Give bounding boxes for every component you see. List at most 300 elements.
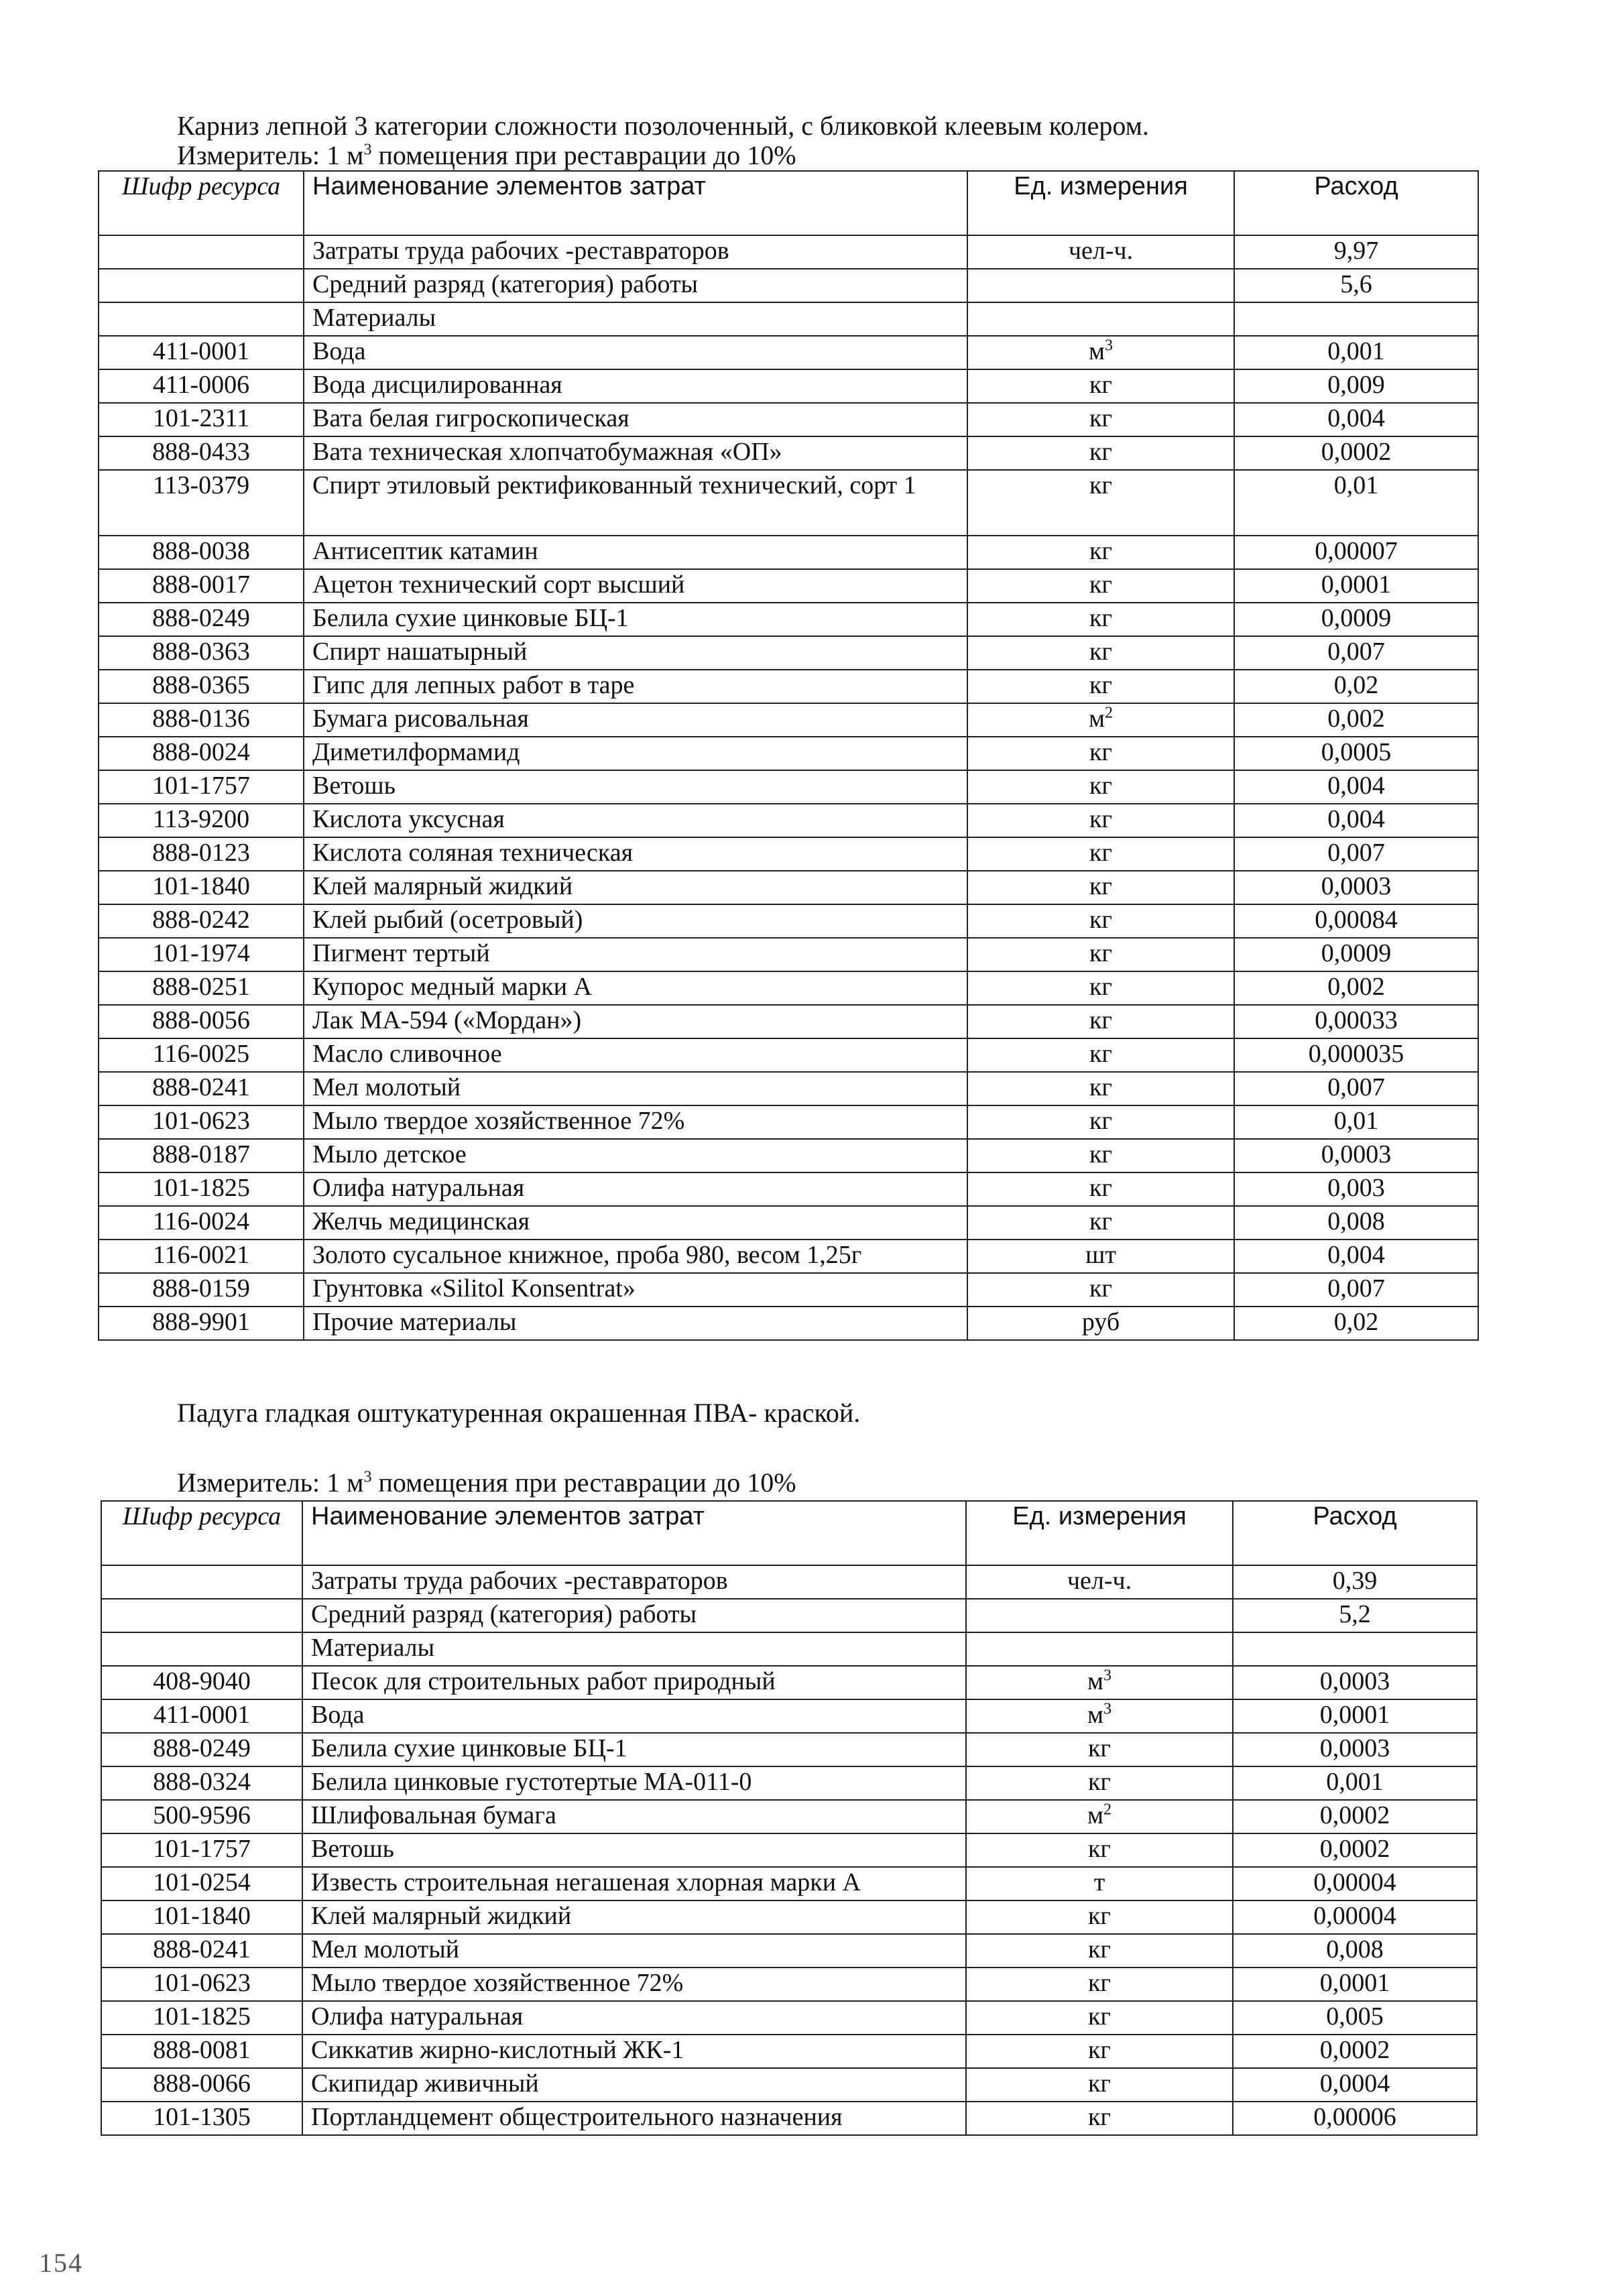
header-name: Наименование элементов затрат xyxy=(302,1501,966,1565)
header-qty: Расход xyxy=(1234,171,1478,235)
code-cell-text: 116-0025 xyxy=(152,1040,250,1068)
name-cell xyxy=(304,302,967,336)
code-cell xyxy=(99,470,304,536)
qty-cell-text: 0,0003 xyxy=(1321,1140,1392,1168)
header-code: Шифр ресурса xyxy=(99,171,304,235)
qty-cell xyxy=(1234,1206,1478,1240)
unit-cell-text: кг xyxy=(1089,772,1113,800)
unit-cell-text: кг xyxy=(1089,973,1113,1001)
qty-cell-text: 0,0003 xyxy=(1321,872,1392,900)
qty-cell xyxy=(1234,737,1478,770)
unit-cell xyxy=(967,269,1234,302)
code-cell-text: 888-0363 xyxy=(152,638,250,666)
name-cell xyxy=(304,871,967,904)
section1-measure-prefix: Измеритель: 1 м xyxy=(177,140,364,170)
unit-cell-text: чел-ч. xyxy=(1068,237,1134,265)
unit-exponent: 3 xyxy=(1103,1667,1112,1685)
name-cell-text: Скипидар живичный xyxy=(311,2069,539,2098)
code-cell xyxy=(101,1766,302,1800)
unit-cell xyxy=(967,536,1234,569)
unit-cell-text: кг xyxy=(1089,371,1113,399)
code-cell-text: 116-0024 xyxy=(152,1207,250,1235)
name-cell xyxy=(304,436,967,470)
code-cell xyxy=(101,1934,302,1968)
table-row xyxy=(99,804,1478,837)
table-row xyxy=(99,1038,1478,1072)
section2-measure-prefix: Измеритель: 1 м xyxy=(177,1467,364,1498)
unit-cell-text: кг xyxy=(1089,906,1113,934)
unit-exponent: 3 xyxy=(1105,337,1114,355)
section2-measure-sup: 3 xyxy=(363,1468,372,1486)
name-cell-text: Грунтовка «Silitol Konsentrat» xyxy=(312,1274,636,1303)
unit-cell-text: кг xyxy=(1089,939,1113,967)
name-cell-text: Портландцемент общестроительного назначения xyxy=(311,2103,843,2131)
code-cell-text: 101-2311 xyxy=(152,404,250,432)
unit-cell xyxy=(967,336,1234,369)
name-cell-text: Спирт этиловый ректификованный технический, сорт 1 xyxy=(312,471,916,499)
name-cell xyxy=(304,603,967,636)
code-cell xyxy=(99,1072,304,1105)
unit-cell xyxy=(966,1766,1233,1800)
qty-cell xyxy=(1233,1968,1477,2001)
unit-cell xyxy=(967,1307,1234,1340)
unit-cell-text: кг xyxy=(1089,471,1113,499)
name-cell-text: Вода дисцилированная xyxy=(312,371,562,399)
section1-table xyxy=(98,170,1479,1341)
code-cell xyxy=(101,1968,302,2001)
qty-cell xyxy=(1233,2068,1477,2102)
qty-cell xyxy=(1233,1867,1477,1900)
unit-cell xyxy=(967,904,1234,938)
code-cell-text: 113-0379 xyxy=(152,471,250,499)
qty-cell xyxy=(1233,1599,1477,1632)
unit-cell-text: кг xyxy=(1089,404,1113,432)
name-cell-text: Кислота уксусная xyxy=(312,805,505,833)
code-cell xyxy=(101,1599,302,1632)
name-cell xyxy=(304,1206,967,1240)
code-cell-text: 888-0365 xyxy=(152,671,250,699)
name-cell xyxy=(302,1968,966,2001)
unit-cell-text: кг xyxy=(1089,638,1113,666)
name-cell xyxy=(304,1240,967,1273)
qty-cell-text: 0,008 xyxy=(1327,1207,1385,1235)
code-cell-text: 888-0038 xyxy=(152,537,250,565)
unit-cell-text: чел-ч. xyxy=(1067,1567,1132,1595)
qty-cell-text: 0,002 xyxy=(1327,973,1385,1001)
unit-cell-text: кг xyxy=(1089,1174,1113,1202)
qty-cell-text: 0,0001 xyxy=(1319,1969,1390,1997)
qty-cell xyxy=(1234,837,1478,871)
qty-cell-text: 0,0003 xyxy=(1319,1734,1390,1762)
name-cell xyxy=(304,269,967,302)
name-cell xyxy=(304,1172,967,1206)
table-row xyxy=(99,470,1478,536)
code-cell-text: 101-0623 xyxy=(153,1969,251,1997)
name-cell-text: Клей рыбий (осетровый) xyxy=(312,906,583,934)
table-row xyxy=(101,1867,1477,1900)
unit-cell xyxy=(967,703,1234,737)
section2-title: Падуга гладкая оштукатуренная окрашенная ПВА- краской. xyxy=(177,1398,861,1428)
name-cell xyxy=(302,2102,966,2135)
qty-cell-text: 0,00007 xyxy=(1315,537,1398,565)
name-cell-text: Олифа натуральная xyxy=(312,1174,525,1202)
unit-cell-text: кг xyxy=(1087,2103,1111,2131)
name-cell-text: Кислота соляная техническая xyxy=(312,839,634,867)
name-cell-text: Диметилформамид xyxy=(312,738,520,766)
name-cell xyxy=(302,1666,966,1699)
code-cell xyxy=(99,336,304,369)
qty-cell-text: 0,0002 xyxy=(1319,2036,1390,2064)
qty-cell-text: 0,0001 xyxy=(1321,570,1392,599)
header-name: Наименование элементов затрат xyxy=(304,171,967,235)
qty-cell xyxy=(1233,1766,1477,1800)
table-row xyxy=(99,904,1478,938)
code-cell xyxy=(99,837,304,871)
table-row xyxy=(99,636,1478,670)
section2-table-body xyxy=(101,1565,1477,2135)
qty-cell-text: 0,002 xyxy=(1327,705,1385,733)
unit-cell-text: кг xyxy=(1087,2069,1111,2098)
code-cell xyxy=(99,1005,304,1038)
unit-cell xyxy=(967,770,1234,804)
unit-cell xyxy=(967,1005,1234,1038)
unit-cell-text: кг xyxy=(1089,1006,1113,1034)
qty-cell-text: 0,0002 xyxy=(1319,1835,1390,1863)
unit-cell xyxy=(966,1699,1233,1733)
unit-cell-text: кг xyxy=(1089,1140,1113,1168)
unit-cell-text: кг xyxy=(1087,1969,1111,1997)
qty-cell xyxy=(1233,1666,1477,1699)
code-cell xyxy=(99,569,304,603)
table-row xyxy=(99,235,1478,269)
qty-cell-text: 0,00004 xyxy=(1313,1868,1396,1896)
qty-cell xyxy=(1234,302,1478,336)
table-row xyxy=(101,1968,1477,2001)
name-cell xyxy=(304,1139,967,1172)
table-row xyxy=(99,938,1478,971)
unit-cell-text: кг xyxy=(1089,1073,1113,1101)
table-row xyxy=(99,269,1478,302)
name-cell xyxy=(304,1005,967,1038)
unit-cell-text: кг xyxy=(1087,2002,1111,2031)
name-cell-text: Клей малярный жидкий xyxy=(312,872,573,900)
unit-cell xyxy=(967,235,1234,269)
qty-cell xyxy=(1234,971,1478,1005)
unit-cell xyxy=(967,670,1234,703)
code-cell-text: 888-0024 xyxy=(152,738,250,766)
table-row xyxy=(99,569,1478,603)
name-cell-text: Песок для строительных работ природный xyxy=(311,1667,776,1695)
unit-cell-text: кг xyxy=(1089,805,1113,833)
unit-cell xyxy=(966,1867,1233,1900)
code-cell-text: 888-0066 xyxy=(153,2069,251,2098)
unit-cell-text: м xyxy=(1087,1667,1104,1695)
table-row xyxy=(101,2035,1477,2068)
unit-exponent: 2 xyxy=(1103,1801,1112,1819)
code-cell xyxy=(99,536,304,569)
table-row xyxy=(101,1599,1477,1632)
code-cell-text: 888-0159 xyxy=(152,1274,250,1303)
code-cell-text: 101-1757 xyxy=(153,1835,251,1863)
qty-cell-text: 0,004 xyxy=(1327,805,1385,833)
table-row xyxy=(99,1240,1478,1273)
name-cell-text: Мыло твердое хозяйственное 72% xyxy=(311,1969,684,1997)
section2-measure xyxy=(177,1468,796,1498)
name-cell xyxy=(304,670,967,703)
code-cell-text: 888-0123 xyxy=(152,839,250,867)
table-row xyxy=(99,670,1478,703)
qty-cell xyxy=(1234,336,1478,369)
code-cell xyxy=(99,770,304,804)
table-row xyxy=(99,1072,1478,1105)
unit-cell-text: кг xyxy=(1089,537,1113,565)
code-cell xyxy=(99,1105,304,1139)
code-cell xyxy=(99,369,304,403)
name-cell-text: Антисептик катамин xyxy=(312,537,538,565)
table-row xyxy=(99,1206,1478,1240)
qty-cell xyxy=(1234,436,1478,470)
name-cell-text: Олифа натуральная xyxy=(311,2002,524,2031)
unit-cell-text: кг xyxy=(1087,1902,1111,1930)
table-row xyxy=(99,1172,1478,1206)
unit-cell xyxy=(967,737,1234,770)
qty-cell xyxy=(1233,1632,1477,1666)
code-cell xyxy=(101,1699,302,1733)
qty-cell xyxy=(1234,369,1478,403)
name-cell-text: Вата белая гигроскопическая xyxy=(312,404,629,432)
name-cell xyxy=(302,1733,966,1766)
qty-cell xyxy=(1234,1005,1478,1038)
qty-cell-text: 0,007 xyxy=(1327,839,1385,867)
name-cell-text: Белила сухие цинковые БЦ-1 xyxy=(311,1734,627,1762)
unit-cell xyxy=(967,1206,1234,1240)
qty-cell xyxy=(1234,470,1478,536)
code-cell xyxy=(101,1733,302,1766)
unit-cell-text: кг xyxy=(1087,1935,1111,1963)
name-cell-text: Мел молотый xyxy=(312,1073,461,1101)
table-row xyxy=(99,1005,1478,1038)
unit-cell-text: кг xyxy=(1089,1040,1113,1068)
code-cell-text: 888-0249 xyxy=(153,1734,251,1762)
qty-cell xyxy=(1234,1240,1478,1273)
unit-cell xyxy=(966,2001,1233,2035)
unit-cell xyxy=(967,837,1234,871)
qty-cell xyxy=(1233,1565,1477,1599)
unit-cell xyxy=(967,1072,1234,1105)
unit-cell xyxy=(967,369,1234,403)
table-row xyxy=(99,871,1478,904)
code-cell xyxy=(99,1307,304,1340)
name-cell xyxy=(304,938,967,971)
qty-cell xyxy=(1233,1900,1477,1934)
name-cell-text: Средний разряд (категория) работы xyxy=(311,1600,697,1628)
name-cell xyxy=(302,2068,966,2102)
name-cell-text: Шлифовальная бумага xyxy=(311,1801,556,1829)
table-row xyxy=(101,2001,1477,2035)
qty-cell xyxy=(1234,403,1478,436)
unit-cell-text: м xyxy=(1088,337,1105,365)
code-cell xyxy=(99,269,304,302)
code-cell-text: 101-0623 xyxy=(152,1107,250,1135)
code-cell-text: 888-0433 xyxy=(152,438,250,466)
name-cell xyxy=(302,1934,966,1968)
table-row xyxy=(99,971,1478,1005)
qty-cell xyxy=(1234,1038,1478,1072)
code-cell xyxy=(99,871,304,904)
qty-cell xyxy=(1234,703,1478,737)
code-cell xyxy=(99,1038,304,1072)
code-cell-text: 101-1825 xyxy=(152,1174,250,1202)
name-cell xyxy=(304,737,967,770)
qty-cell xyxy=(1233,2035,1477,2068)
unit-cell-text: руб xyxy=(1081,1308,1120,1336)
unit-cell xyxy=(967,636,1234,670)
qty-cell-text: 0,0002 xyxy=(1319,1801,1390,1829)
unit-cell xyxy=(967,436,1234,470)
qty-cell-text: 0,0009 xyxy=(1321,939,1392,967)
unit-cell-text: м xyxy=(1087,1701,1104,1729)
code-cell-text: 888-0324 xyxy=(153,1768,251,1796)
unit-exponent: 3 xyxy=(1103,1700,1112,1718)
unit-cell xyxy=(966,2035,1233,2068)
name-cell-text: Известь строительная негашеная хлорная марки А xyxy=(311,1868,861,1896)
qty-cell xyxy=(1234,1105,1478,1139)
unit-cell xyxy=(966,1833,1233,1867)
code-cell xyxy=(99,235,304,269)
code-cell xyxy=(101,2102,302,2135)
unit-cell xyxy=(967,470,1234,536)
qty-cell-text: 0,00033 xyxy=(1315,1006,1398,1034)
code-cell xyxy=(99,1139,304,1172)
table-row xyxy=(101,1699,1477,1733)
unit-cell-text: кг xyxy=(1089,738,1113,766)
qty-cell xyxy=(1234,603,1478,636)
qty-cell-text: 0,004 xyxy=(1327,772,1385,800)
unit-cell-text: кг xyxy=(1089,872,1113,900)
name-cell-text: Вода xyxy=(312,337,366,365)
qty-cell xyxy=(1234,235,1478,269)
header-qty: Расход xyxy=(1233,1501,1477,1565)
qty-cell-text: 0,007 xyxy=(1327,638,1385,666)
qty-cell xyxy=(1234,1307,1478,1340)
unit-cell xyxy=(966,1968,1233,2001)
name-cell-text: Ветошь xyxy=(312,772,396,800)
code-cell xyxy=(99,636,304,670)
unit-cell xyxy=(967,603,1234,636)
unit-cell xyxy=(967,569,1234,603)
code-cell-text: 116-0021 xyxy=(152,1241,250,1269)
table-row xyxy=(99,1273,1478,1307)
table-row xyxy=(99,403,1478,436)
table-row xyxy=(99,737,1478,770)
table-row xyxy=(99,770,1478,804)
qty-cell xyxy=(1234,269,1478,302)
code-cell-text: 101-1974 xyxy=(152,939,250,967)
code-cell-text: 101-1305 xyxy=(153,2103,251,2131)
table-header-row xyxy=(101,1501,1477,1565)
qty-cell-text: 0,001 xyxy=(1327,337,1385,365)
unit-cell xyxy=(966,1632,1233,1666)
unit-cell-text: м xyxy=(1088,705,1105,733)
name-cell-text: Золото сусальное книжное, проба 980, весом 1,25г xyxy=(312,1241,862,1269)
unit-cell xyxy=(966,1565,1233,1599)
name-cell-text: Материалы xyxy=(311,1634,435,1662)
unit-cell xyxy=(966,2068,1233,2102)
code-cell xyxy=(99,1206,304,1240)
qty-cell-text: 0,01 xyxy=(1333,1107,1379,1135)
code-cell-text: 411-0001 xyxy=(153,1701,251,1729)
code-cell-text: 888-9901 xyxy=(152,1308,250,1336)
unit-cell-text: кг xyxy=(1089,1274,1113,1303)
unit-cell-text: кг xyxy=(1087,2036,1111,2064)
name-cell xyxy=(304,369,967,403)
code-cell xyxy=(99,670,304,703)
table-row xyxy=(101,1934,1477,1968)
code-cell xyxy=(99,1273,304,1307)
code-cell xyxy=(101,1833,302,1867)
code-cell xyxy=(101,2068,302,2102)
name-cell xyxy=(302,2001,966,2035)
name-cell xyxy=(302,1599,966,1632)
name-cell xyxy=(302,1800,966,1833)
code-cell-text: 101-1825 xyxy=(153,2002,251,2031)
table-row xyxy=(99,1105,1478,1139)
name-cell xyxy=(304,971,967,1005)
name-cell xyxy=(304,235,967,269)
page-number: 154 xyxy=(39,2248,83,2278)
qty-cell-text: 5,6 xyxy=(1340,270,1372,298)
code-cell-text: 500-9596 xyxy=(153,1801,251,1829)
qty-cell xyxy=(1234,636,1478,670)
code-cell xyxy=(101,1900,302,1934)
name-cell xyxy=(304,1072,967,1105)
table-row xyxy=(101,1833,1477,1867)
name-cell xyxy=(304,569,967,603)
unit-cell xyxy=(967,1139,1234,1172)
qty-cell-text: 0,02 xyxy=(1333,1308,1379,1336)
unit-cell xyxy=(967,1105,1234,1139)
qty-cell xyxy=(1233,1733,1477,1766)
name-cell xyxy=(302,1833,966,1867)
section2-table xyxy=(101,1500,1478,2136)
qty-cell-text: 0,004 xyxy=(1327,404,1385,432)
unit-cell-text: кг xyxy=(1089,438,1113,466)
name-cell xyxy=(304,837,967,871)
name-cell-text: Сиккатив жирно-кислотный ЖК-1 xyxy=(311,2036,684,2064)
name-cell-text: Спирт нашатырный xyxy=(312,638,528,666)
qty-cell-text: 0,005 xyxy=(1326,2002,1384,2031)
qty-cell xyxy=(1234,670,1478,703)
code-cell xyxy=(101,2035,302,2068)
table-row xyxy=(101,1666,1477,1699)
unit-cell-text: кг xyxy=(1087,1734,1111,1762)
table-row xyxy=(101,1565,1477,1599)
unit-cell xyxy=(967,302,1234,336)
name-cell-text: Гипс для лепных работ в таре xyxy=(312,671,635,699)
code-cell-text: 411-0006 xyxy=(152,371,250,399)
name-cell-text: Мыло твердое хозяйственное 72% xyxy=(312,1107,685,1135)
unit-cell xyxy=(967,1038,1234,1072)
name-cell-text: Затраты труда рабочих -реставраторов xyxy=(312,237,729,265)
qty-cell xyxy=(1234,938,1478,971)
qty-cell xyxy=(1234,1072,1478,1105)
name-cell-text: Пигмент тертый xyxy=(312,939,490,967)
qty-cell xyxy=(1233,1699,1477,1733)
unit-cell xyxy=(966,1800,1233,1833)
table-row xyxy=(101,1900,1477,1934)
qty-cell-text: 0,0002 xyxy=(1321,438,1392,466)
name-cell xyxy=(302,2035,966,2068)
